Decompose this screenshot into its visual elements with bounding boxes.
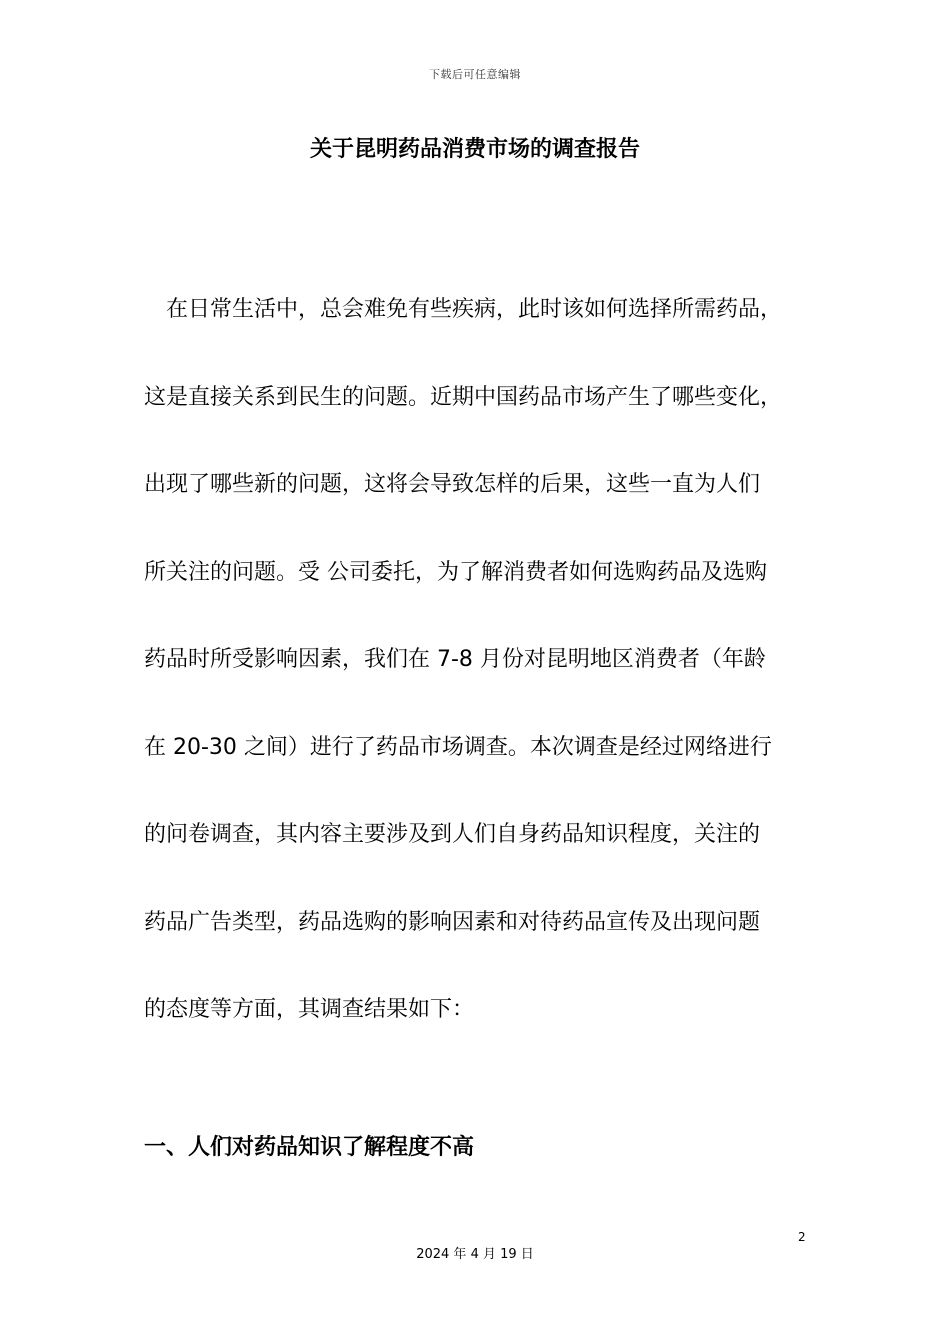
document-title: 关于昆明药品消费市场的调查报告 bbox=[309, 137, 640, 162]
intro-paragraph bbox=[144, 290, 824, 1078]
paragraph-line: 在日常生活中，总会难免有些疾病，此时该如何选择所需药品， bbox=[166, 297, 783, 322]
paragraph-line: 在 20-30 之间）进行了药品市场调查。本次调查是经过网络进行 bbox=[144, 734, 772, 760]
page-number: 2 bbox=[798, 1230, 806, 1244]
paragraph-line: 所关注的问题。受 公司委托，为了解消费者如何选购药品及选购 bbox=[144, 559, 767, 585]
paragraph-line: 的态度等方面，其调查结果如下： bbox=[144, 997, 475, 1022]
download-note: 下载后可任意编辑 bbox=[429, 68, 521, 81]
paragraph-line: 这是直接关系到民生的问题。近期中国药品市场产生了哪些变化， bbox=[144, 384, 783, 410]
paragraph-line: 的问卷调查，其内容主要涉及到人们自身药品知识程度，关注的 bbox=[144, 822, 761, 847]
footer-date: 2024 年 4 月 19 日 bbox=[416, 1247, 534, 1262]
section-heading: 一、人们对药品知识了解程度不高 bbox=[144, 1135, 475, 1160]
paragraph-line: 药品广告类型，药品选购的影响因素和对待药品宣传及出现问题 bbox=[144, 909, 761, 935]
paragraph-line: 出现了哪些新的问题，这将会导致怎样的后果，这些一直为人们 bbox=[144, 472, 761, 497]
paragraph-line: 药品时所受影响因素，我们在 7-8 月份对昆明地区消费者（年龄 bbox=[144, 647, 766, 672]
